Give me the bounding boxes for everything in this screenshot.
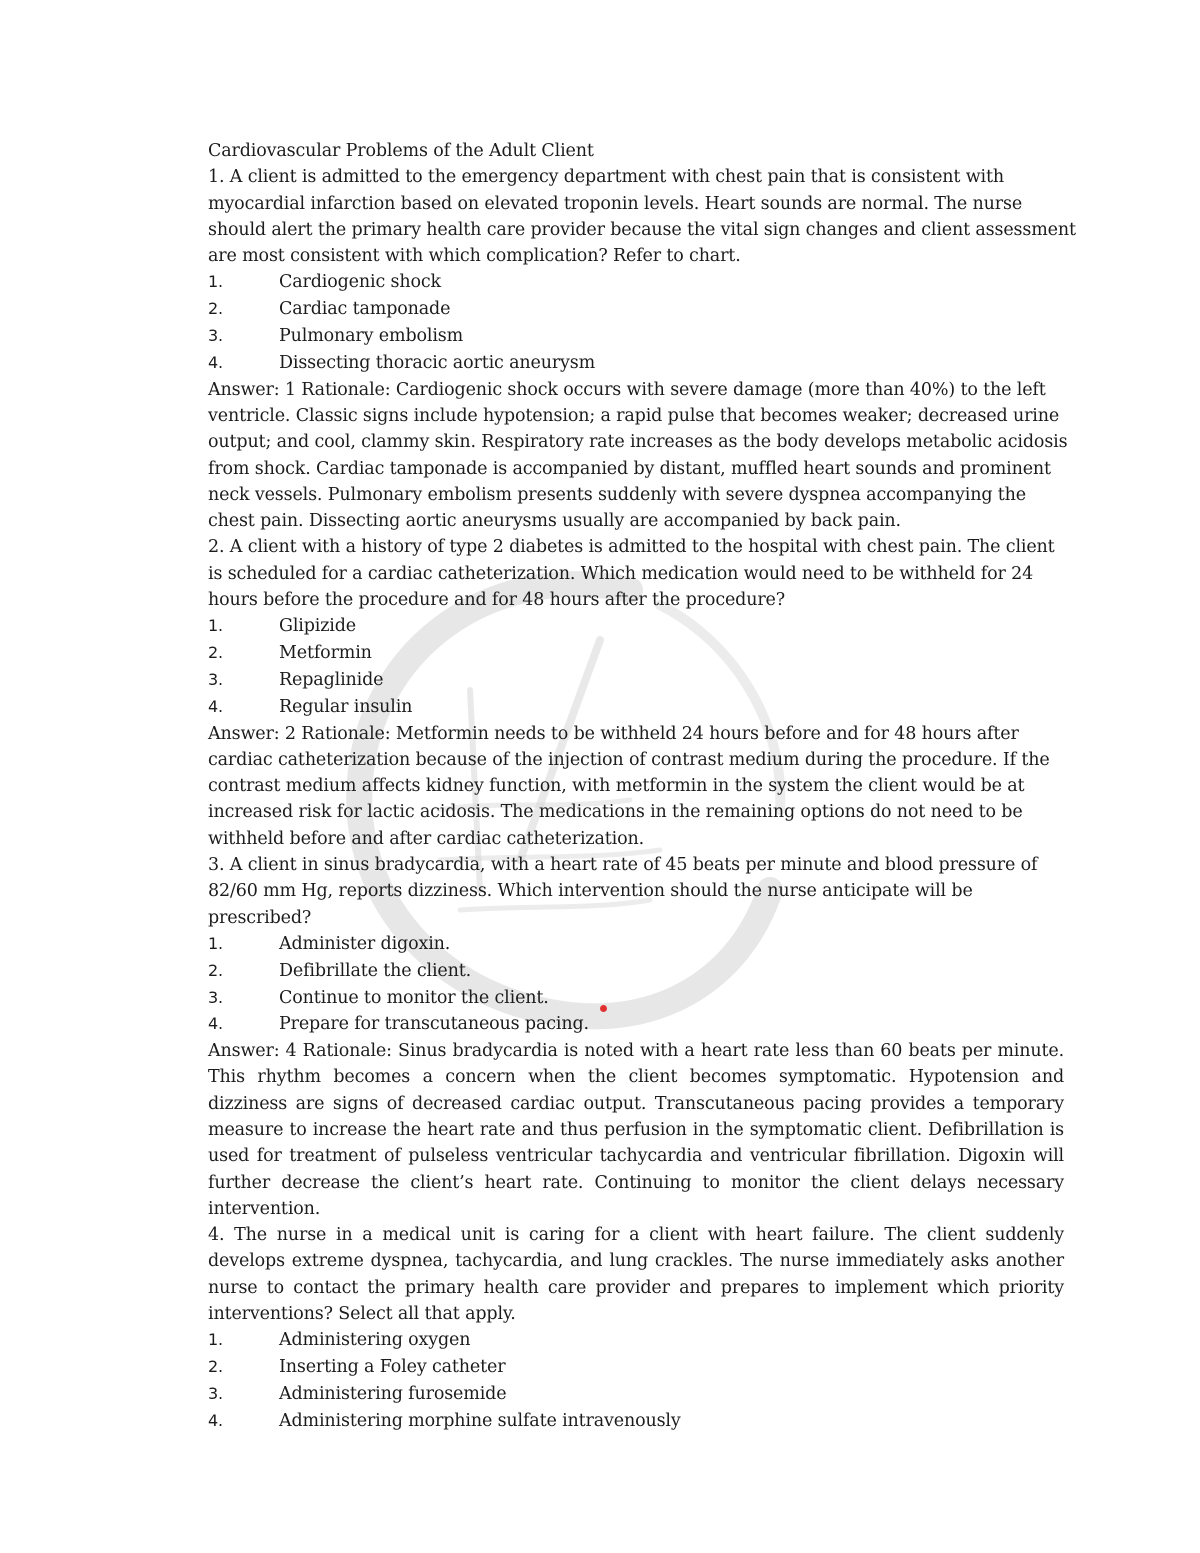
question-3 [208, 852, 1064, 1222]
question-1-stem-line: are most consistent with which complication? Refer to chart. [208, 246, 741, 267]
option-text: Cardiac tamponade [279, 299, 451, 320]
option-text: Administering morphine sulfate intravenously [279, 1410, 681, 1431]
question-2-stem-line: hours before the procedure and for 48 hours after the procedure? [208, 590, 786, 611]
option-text: Pulmonary embolism [279, 326, 464, 347]
answer-line: withheld before and after cardiac catheterization. [208, 828, 645, 849]
option-item [208, 1408, 1064, 1435]
option-item [208, 613, 1064, 640]
option-number: 4. [208, 1410, 223, 1430]
option-number: 3. [208, 1383, 223, 1403]
question-1-stem-line: 1. A client is admitted to the emergency department with chest pain that is consistent with [208, 167, 1004, 188]
question-3-stem-line: 3. A client in sinus bradycardia, with a heart rate of 45 beats per minute and blood pressure of [208, 855, 1038, 876]
answer-line: cardiac catheterization because of the injection of contrast medium during the procedure. If the [208, 749, 1050, 770]
option-number: 4. [208, 1014, 223, 1034]
option-item [208, 1381, 1064, 1408]
question-4-stem: 4. The nurse in a medical unit is caring for a client with heart failure. The client suddenly develops extreme dyspnea, tachycardia, and lung crackles. The nurse immediately asks another nurse to contact the primary health care provider and prepares to implement which priority interventions? Select all that apply. [208, 1225, 1064, 1325]
option-number: 1. [208, 1330, 223, 1350]
option-text: Defibrillate the client. [279, 960, 472, 981]
answer-line: from shock. Cardiac tamponade is accompanied by distant, muffled heart sounds and prominent [208, 458, 1051, 479]
option-item [208, 1354, 1064, 1381]
option-text: Prepare for transcutaneous pacing. [279, 1014, 589, 1035]
question-1-stem-line: should alert the primary health care provider because the vital sign changes and client assessment [208, 219, 1076, 240]
option-number: 2. [208, 643, 223, 663]
option-text: Repaglinide [279, 669, 384, 690]
page-title: Cardiovascular Problems of the Adult Client [208, 141, 594, 161]
question-4 [208, 1222, 1064, 1434]
answer-line: neck vessels. Pulmonary embolism presents suddenly with severe dyspnea accompanying the [208, 484, 1027, 505]
option-item [208, 269, 1064, 296]
option-number: 1. [208, 616, 223, 636]
option-item [208, 350, 1064, 377]
option-number: 3. [208, 326, 223, 346]
option-number: 2. [208, 960, 223, 980]
answer-line: output; and cool, clammy skin. Respiratory rate increases as the body develops metabolic acidosis [208, 432, 1068, 453]
option-item [208, 296, 1064, 323]
option-item [208, 958, 1064, 985]
option-item [208, 1327, 1064, 1354]
option-text: Glipizide [279, 616, 356, 637]
option-text: Continue to monitor the client. [279, 987, 549, 1008]
option-item [208, 1011, 1064, 1038]
answer-line: Answer: 2 Rationale: Metformin needs to be withheld 24 hours before and for 48 hours after [208, 723, 1019, 744]
question-3-stem-line: prescribed? [208, 907, 312, 928]
option-item [208, 667, 1064, 694]
option-text: Regular insulin [279, 696, 413, 717]
option-item [208, 323, 1064, 350]
option-item [208, 640, 1064, 667]
option-text: Metformin [279, 643, 372, 664]
option-text: Administering furosemide [279, 1383, 507, 1404]
option-text: Dissecting thoracic aortic aneurysm [279, 352, 596, 373]
option-number: 1. [208, 933, 223, 953]
option-number: 3. [208, 987, 223, 1007]
question-1-stem-line: myocardial infarction based on elevated troponin levels. Heart sounds are normal. The nurse [208, 193, 1023, 214]
question-2-stem-line: 2. A client with a history of type 2 diabetes is admitted to the hospital with chest pain. The client [208, 537, 1055, 558]
question-2 [208, 534, 1064, 852]
option-number: 2. [208, 1357, 223, 1377]
answer-line: Answer: 1 Rationale: Cardiogenic shock occurs with severe damage (more than 40%) to the left [208, 379, 1046, 400]
option-item [208, 694, 1064, 721]
option-text: Cardiogenic shock [279, 272, 441, 293]
answer-line: ventricle. Classic signs include hypotension; a rapid pulse that becomes weaker; decreased urine [208, 405, 1060, 426]
option-number: 1. [208, 272, 223, 292]
option-text: Inserting a Foley catheter [279, 1357, 506, 1378]
option-item [208, 985, 1064, 1012]
option-number: 3. [208, 669, 223, 689]
question-2-stem-line: is scheduled for a cardiac catheterization. Which medication would need to be withheld for 24 [208, 563, 1034, 584]
option-text: Administer digoxin. [279, 933, 451, 954]
question-3-stem-line: 82/60 mm Hg, reports dizziness. Which intervention should the nurse anticipate will be [208, 881, 973, 902]
answer-line: increased risk for lactic acidosis. The medications in the remaining options do not need to be [208, 802, 1023, 823]
option-item [208, 931, 1064, 958]
answer-line: contrast medium affects kidney function, with metformin in the system the client would be at [208, 776, 1025, 797]
option-number: 4. [208, 352, 223, 372]
answer-paragraph: Answer: 4 Rationale: Sinus bradycardia is noted with a heart rate less than 60 beats per minute. This rhythm becomes a concern when the client becomes symptomatic. Hypotension and dizziness are signs of decreased cardiac output. Transcutaneous pacing provides a temporary measure to increase the heart rate and thus perfusion in the symptomatic client. Defibrillation is used for treatment of pulseless ventricular tachycardia and ventricular fibrillation. Digoxin will further decrease the client’s heart rate. Continuing to monitor the client delays necessary intervention. [208, 1041, 1064, 1219]
document-page [208, 138, 1076, 1435]
question-1 [208, 164, 1076, 534]
option-number: 4. [208, 696, 223, 716]
answer-line: chest pain. Dissecting aortic aneurysms usually are accompanied by back pain. [208, 511, 901, 532]
option-number: 2. [208, 299, 223, 319]
option-text: Administering oxygen [279, 1330, 471, 1351]
